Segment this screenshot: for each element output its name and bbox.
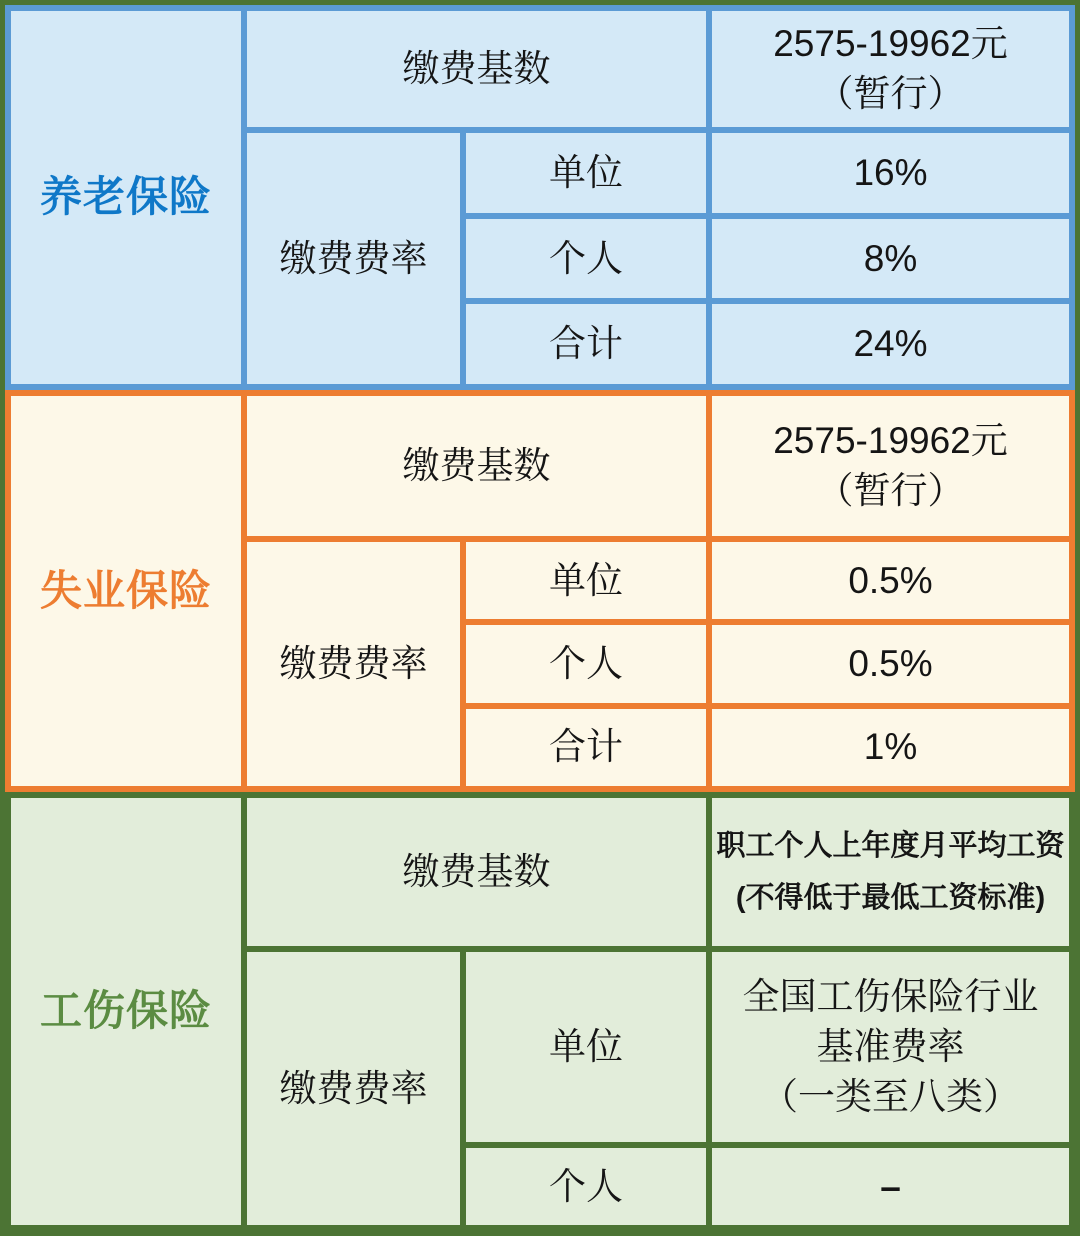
section-title-pension: 养老保险 bbox=[11, 11, 241, 384]
rate-row-individual-value: 8% bbox=[712, 219, 1069, 299]
rate-row-total-label: 合计 bbox=[466, 304, 706, 384]
employer-value-line: 全国工伤保险行业 bbox=[742, 976, 1039, 1018]
rate-row-individual-label: 个人 bbox=[466, 1148, 706, 1225]
rate-row-individual-value: – bbox=[712, 1148, 1069, 1225]
base-number-label: 缴费基数 bbox=[247, 798, 706, 946]
rate-label: 缴费费率 bbox=[247, 952, 460, 1225]
base-number-label: 缴费基数 bbox=[247, 396, 706, 536]
base-value-line: （暂行） bbox=[816, 470, 965, 511]
base-value-line: (不得低于最低工资标准) bbox=[735, 882, 1046, 914]
base-value-line: 2575-19962元 bbox=[773, 23, 1008, 65]
rate-row-employer-value bbox=[712, 952, 1069, 1142]
rate-row-employer-label: 单位 bbox=[466, 133, 706, 213]
section-work-injury-insurance bbox=[5, 792, 1075, 1231]
rate-row-total-value: 24% bbox=[712, 304, 1069, 384]
section-unemployment-insurance bbox=[5, 390, 1075, 792]
rate-row-total-value: 1% bbox=[712, 709, 1069, 786]
base-value-line: （暂行） bbox=[816, 73, 965, 114]
rate-row-employer-label: 单位 bbox=[466, 952, 706, 1142]
rate-row-total-label: 合计 bbox=[466, 709, 706, 786]
base-number-value bbox=[712, 11, 1069, 127]
rate-row-individual-label: 个人 bbox=[466, 219, 706, 299]
rate-label: 缴费费率 bbox=[247, 133, 460, 384]
section-title-work-injury: 工伤保险 bbox=[11, 798, 241, 1225]
base-number-value bbox=[712, 798, 1069, 946]
section-pension-insurance bbox=[5, 5, 1075, 390]
rate-row-individual-value: 0.5% bbox=[712, 625, 1069, 702]
rate-row-employer-value: 0.5% bbox=[712, 542, 1069, 619]
base-number-value bbox=[712, 396, 1069, 536]
employer-value-line: （一类至八类） bbox=[761, 1075, 1020, 1117]
base-value-line: 职工个人上年度月平均工资 bbox=[716, 829, 1065, 862]
rate-row-individual-label: 个人 bbox=[466, 625, 706, 702]
rate-row-employer-label: 单位 bbox=[466, 542, 706, 619]
base-number-label: 缴费基数 bbox=[247, 11, 706, 127]
rate-label: 缴费费率 bbox=[247, 542, 460, 786]
rate-row-employer-value: 16% bbox=[712, 133, 1069, 213]
base-value-line: 2575-19962元 bbox=[773, 420, 1008, 462]
employer-value-line: 基准费率 bbox=[816, 1026, 965, 1068]
section-title-unemployment: 失业保险 bbox=[11, 396, 241, 786]
